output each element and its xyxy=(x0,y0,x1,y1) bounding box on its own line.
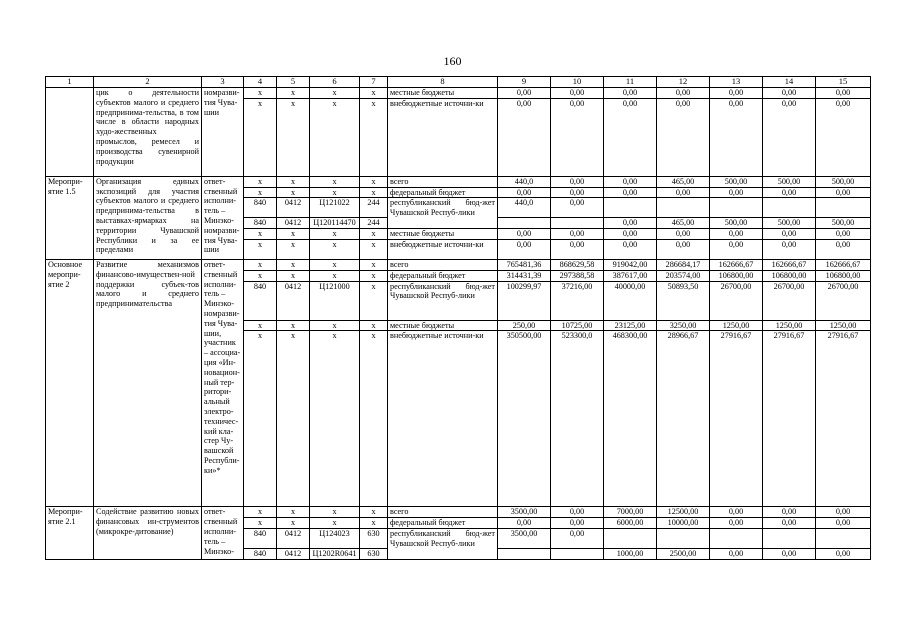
value-cell: 0,00 xyxy=(498,187,551,198)
target-code: Ц1202R0641 xyxy=(310,548,360,559)
target-code: Ц121000 xyxy=(310,281,360,320)
expense-code: x xyxy=(360,331,388,507)
value-cell: 0,00 xyxy=(551,187,604,198)
section-code: 0412 xyxy=(277,548,310,559)
section-code: x xyxy=(277,331,310,507)
source-label: республиканский бюд-жет Чувашской Респуб-лики xyxy=(388,198,498,229)
source-label: республиканский бюд-жет Чувашской Респуб-лики xyxy=(388,528,498,559)
value-cell: 523300,0 xyxy=(551,331,604,507)
value-cell: 500,00 xyxy=(763,176,816,187)
target-code: x xyxy=(310,88,360,99)
value-cell: 0,00 xyxy=(816,239,871,259)
header-cell: 14 xyxy=(763,77,816,88)
value-cell: 0,00 xyxy=(763,548,816,559)
value-cell xyxy=(551,218,604,229)
section-code: x xyxy=(277,259,310,270)
header-cell: 10 xyxy=(551,77,604,88)
expense-code: x xyxy=(360,176,388,187)
value-cell: 0,00 xyxy=(498,88,551,99)
value-cell: 0,00 xyxy=(604,88,657,99)
value-cell: 0,00 xyxy=(657,98,710,176)
grbs-code: 840 xyxy=(244,281,277,320)
value-cell: 314431,39 xyxy=(498,270,551,281)
event-name: цик о деятельности субъектов малого и среднего предпринима-тельства, в том числе в области народных худо-жественных промыслов, ремесел и производства сувенирной продукции xyxy=(94,88,202,177)
section-code: x xyxy=(277,88,310,99)
value-cell xyxy=(816,198,871,218)
target-code: Ц120114470 xyxy=(310,218,360,229)
header-cell: 15 xyxy=(816,77,871,88)
value-cell: 0,00 xyxy=(551,507,604,518)
header-cell: 4 xyxy=(244,77,277,88)
source-label: всего xyxy=(388,259,498,270)
target-code: x xyxy=(310,239,360,259)
expense-code: x xyxy=(360,239,388,259)
expense-code: 630 xyxy=(360,528,388,548)
header-cell: 8 xyxy=(388,77,498,88)
source-label: внебюджетные источни-ки xyxy=(388,98,498,176)
value-cell: 50893,50 xyxy=(657,281,710,320)
value-cell: 0,00 xyxy=(763,88,816,99)
value-cell: 3500,00 xyxy=(498,507,551,518)
source-label: республиканский бюд-жет Чувашской Респуб-лики xyxy=(388,281,498,320)
value-cell: 0,00 xyxy=(816,187,871,198)
value-cell: 440,0 xyxy=(498,176,551,187)
value-cell: 387617,00 xyxy=(604,270,657,281)
source-label: местные бюджеты xyxy=(388,88,498,99)
section-code: x xyxy=(277,320,310,331)
source-label: всего xyxy=(388,507,498,518)
expense-code: x xyxy=(360,98,388,176)
value-cell: 0,00 xyxy=(604,218,657,229)
value-cell: 23125,00 xyxy=(604,320,657,331)
event-label: Меропри-ятие 1.5 xyxy=(46,176,94,259)
value-cell: 12500,00 xyxy=(657,507,710,518)
header-cell: 13 xyxy=(710,77,763,88)
value-cell: 37216,00 xyxy=(551,281,604,320)
target-code: x xyxy=(310,331,360,507)
value-cell xyxy=(498,218,551,229)
value-cell xyxy=(657,198,710,218)
value-cell: 27916,67 xyxy=(816,331,871,507)
target-code: x xyxy=(310,270,360,281)
value-cell xyxy=(604,198,657,218)
value-cell: 0,00 xyxy=(710,88,763,99)
value-cell: 0,00 xyxy=(657,229,710,240)
value-cell: 0,00 xyxy=(498,229,551,240)
header-cell: 2 xyxy=(94,77,202,88)
value-cell: 3500,00 xyxy=(498,528,551,548)
value-cell: 0,00 xyxy=(710,187,763,198)
target-code: x xyxy=(310,98,360,176)
responsible-cell: ответ-ственный исполни-тель – Минэко-номразви-тия Чува-шии, участник – ассоциа-ция «Ин-новацион-ный тер-ритори-альный электро-техничес-кий кла-стер Чу-вашской Республи-ки»* xyxy=(202,259,244,506)
value-cell: 765481,36 xyxy=(498,259,551,270)
value-cell: 0,00 xyxy=(816,98,871,176)
value-cell: 0,00 xyxy=(657,88,710,99)
value-cell: 0,00 xyxy=(498,518,551,529)
expense-code: x xyxy=(360,518,388,529)
value-cell: 0,00 xyxy=(763,229,816,240)
table-row xyxy=(46,259,871,270)
value-cell: 1000,00 xyxy=(604,548,657,559)
value-cell: 0,00 xyxy=(816,518,871,529)
value-cell: 0,00 xyxy=(657,187,710,198)
value-cell: 0,00 xyxy=(710,98,763,176)
value-cell: 0,00 xyxy=(710,507,763,518)
budget-table xyxy=(45,76,871,560)
value-cell: 2500,00 xyxy=(657,548,710,559)
expense-code: x xyxy=(360,259,388,270)
value-cell: 0,00 xyxy=(551,239,604,259)
grbs-code: x xyxy=(244,98,277,176)
value-cell: 0,00 xyxy=(551,198,604,218)
expense-code: x xyxy=(360,88,388,99)
event-name: Содействие развитию новых финансовых ин-струментов (микрокре-дитование) xyxy=(94,507,202,559)
value-cell xyxy=(604,528,657,548)
header-cell: 7 xyxy=(360,77,388,88)
source-label: местные бюджеты xyxy=(388,229,498,240)
value-cell: 1250,00 xyxy=(816,320,871,331)
value-cell: 0,00 xyxy=(604,98,657,176)
value-cell: 0,00 xyxy=(763,98,816,176)
value-cell: 0,00 xyxy=(816,88,871,99)
value-cell: 0,00 xyxy=(551,528,604,548)
event-name: Организация единых экспозиций для участия субъектов малого и среднего предпринима-тельства в выставках-ярмарках на территории Чувашской Республики и за ее пределами xyxy=(94,176,202,259)
grbs-code: x xyxy=(244,239,277,259)
event-label: Основное меропри-ятие 2 xyxy=(46,259,94,506)
grbs-code: x xyxy=(244,320,277,331)
value-cell: 0,00 xyxy=(551,98,604,176)
grbs-code: x xyxy=(244,331,277,507)
value-cell: 0,00 xyxy=(551,88,604,99)
value-cell: 0,00 xyxy=(551,229,604,240)
value-cell: 465,00 xyxy=(657,218,710,229)
value-cell: 0,00 xyxy=(604,229,657,240)
value-cell xyxy=(657,528,710,548)
grbs-code: x xyxy=(244,176,277,187)
value-cell: 286684,17 xyxy=(657,259,710,270)
value-cell xyxy=(710,528,763,548)
value-cell: 350500,00 xyxy=(498,331,551,507)
section-code: x xyxy=(277,229,310,240)
expense-code: x xyxy=(360,270,388,281)
value-cell: 0,00 xyxy=(551,518,604,529)
header-cell: 5 xyxy=(277,77,310,88)
value-cell: 919042,00 xyxy=(604,259,657,270)
value-cell: 162666,67 xyxy=(816,259,871,270)
section-code: 0412 xyxy=(277,218,310,229)
value-cell: 500,00 xyxy=(710,176,763,187)
table-row xyxy=(46,88,871,99)
value-cell: 106800,00 xyxy=(710,270,763,281)
source-label: внебюджетные источни-ки xyxy=(388,239,498,259)
source-label: местные бюджеты xyxy=(388,320,498,331)
value-cell: 27916,67 xyxy=(763,331,816,507)
event-label: Меропри-ятие 2.1 xyxy=(46,507,94,559)
source-label: федеральный бюджет xyxy=(388,270,498,281)
value-cell: 0,00 xyxy=(816,229,871,240)
value-cell: 0,00 xyxy=(498,239,551,259)
value-cell: 0,00 xyxy=(604,187,657,198)
grbs-code: 840 xyxy=(244,528,277,548)
grbs-code: x xyxy=(244,270,277,281)
value-cell: 106800,00 xyxy=(816,270,871,281)
expense-code: x xyxy=(360,281,388,320)
value-cell: 10000,00 xyxy=(657,518,710,529)
value-cell: 0,00 xyxy=(710,548,763,559)
expense-code: 630 xyxy=(360,548,388,559)
value-cell: 0,00 xyxy=(763,507,816,518)
value-cell: 500,00 xyxy=(816,218,871,229)
value-cell xyxy=(710,198,763,218)
value-cell xyxy=(763,528,816,548)
header-cell: 12 xyxy=(657,77,710,88)
section-code: x xyxy=(277,187,310,198)
expense-code: 244 xyxy=(360,198,388,218)
section-code: x xyxy=(277,518,310,529)
grbs-code: x xyxy=(244,518,277,529)
value-cell: 3250,00 xyxy=(657,320,710,331)
grbs-code: x xyxy=(244,259,277,270)
value-cell: 162666,67 xyxy=(763,259,816,270)
target-code: x xyxy=(310,320,360,331)
section-code: 0412 xyxy=(277,198,310,218)
value-cell: 468300,00 xyxy=(604,331,657,507)
value-cell: 0,00 xyxy=(498,98,551,176)
header-cell: 1 xyxy=(46,77,94,88)
value-cell: 40000,00 xyxy=(604,281,657,320)
grbs-code: x xyxy=(244,88,277,99)
value-cell: 465,00 xyxy=(657,176,710,187)
section-code: x xyxy=(277,98,310,176)
value-cell: 106800,00 xyxy=(763,270,816,281)
value-cell: 28966,67 xyxy=(657,331,710,507)
value-cell: 1250,00 xyxy=(763,320,816,331)
value-cell: 0,00 xyxy=(816,507,871,518)
value-cell: 27916,67 xyxy=(710,331,763,507)
grbs-code: x xyxy=(244,507,277,518)
value-cell: 26700,00 xyxy=(710,281,763,320)
value-cell: 0,00 xyxy=(604,239,657,259)
value-cell: 0,00 xyxy=(657,239,710,259)
value-cell: 10725,00 xyxy=(551,320,604,331)
source-label: федеральный бюджет xyxy=(388,187,498,198)
value-cell: 6000,00 xyxy=(604,518,657,529)
value-cell: 26700,00 xyxy=(763,281,816,320)
page-number: 160 xyxy=(443,54,462,68)
value-cell: 868629,58 xyxy=(551,259,604,270)
source-label: всего xyxy=(388,176,498,187)
target-code: x xyxy=(310,176,360,187)
grbs-code: 840 xyxy=(244,218,277,229)
event-name: Развитие механизмов финансово-имуществен-ной поддержки субъек-тов малого и среднего предпринимательства xyxy=(94,259,202,506)
responsible-cell: ответ-ственный исполни-тель – Минэко- xyxy=(202,507,244,559)
section-code: 0412 xyxy=(277,528,310,548)
header-cell: 9 xyxy=(498,77,551,88)
target-code: x xyxy=(310,518,360,529)
value-cell: 500,00 xyxy=(816,176,871,187)
expense-code: x xyxy=(360,507,388,518)
value-cell: 0,00 xyxy=(763,239,816,259)
value-cell: 1250,00 xyxy=(710,320,763,331)
value-cell: 100299,97 xyxy=(498,281,551,320)
table-row xyxy=(46,176,871,187)
value-cell: 250,00 xyxy=(498,320,551,331)
responsible-cell: ответ-ственный исполни-тель – Минэко-номразви-тия Чува-шии xyxy=(202,176,244,259)
value-cell: 440,0 xyxy=(498,198,551,218)
target-code: x xyxy=(310,187,360,198)
table-row xyxy=(46,507,871,518)
source-label: внебюджетные источни-ки xyxy=(388,331,498,507)
value-cell: 0,00 xyxy=(551,176,604,187)
value-cell: 7000,00 xyxy=(604,507,657,518)
value-cell xyxy=(498,548,551,559)
grbs-code: x xyxy=(244,187,277,198)
expense-code: 244 xyxy=(360,218,388,229)
value-cell: 297388,58 xyxy=(551,270,604,281)
section-code: x xyxy=(277,239,310,259)
value-cell: 0,00 xyxy=(604,176,657,187)
header-cell: 6 xyxy=(310,77,360,88)
value-cell: 0,00 xyxy=(763,187,816,198)
value-cell: 500,00 xyxy=(710,218,763,229)
header-cell: 11 xyxy=(604,77,657,88)
section-code: x xyxy=(277,270,310,281)
target-code: x xyxy=(310,507,360,518)
value-cell: 0,00 xyxy=(763,518,816,529)
event-cell xyxy=(46,88,94,177)
value-cell xyxy=(551,548,604,559)
grbs-code: x xyxy=(244,229,277,240)
value-cell xyxy=(816,528,871,548)
section-code: x xyxy=(277,507,310,518)
source-label: федеральный бюджет xyxy=(388,518,498,529)
target-code: Ц124023 xyxy=(310,528,360,548)
value-cell: 203574,00 xyxy=(657,270,710,281)
value-cell: 0,00 xyxy=(710,518,763,529)
value-cell xyxy=(763,198,816,218)
value-cell: 0,00 xyxy=(710,239,763,259)
value-cell: 0,00 xyxy=(710,229,763,240)
value-cell: 500,00 xyxy=(763,218,816,229)
value-cell: 0,00 xyxy=(816,548,871,559)
grbs-code: 840 xyxy=(244,198,277,218)
target-code: Ц121022 xyxy=(310,198,360,218)
value-cell: 162666,67 xyxy=(710,259,763,270)
target-code: x xyxy=(310,229,360,240)
header-row xyxy=(46,77,871,88)
grbs-code: 840 xyxy=(244,548,277,559)
value-cell: 26700,00 xyxy=(816,281,871,320)
expense-code: x xyxy=(360,320,388,331)
responsible-cell: номразви-тия Чува-шии xyxy=(202,88,244,177)
target-code: x xyxy=(310,259,360,270)
header-cell: 3 xyxy=(202,77,244,88)
section-code: x xyxy=(277,176,310,187)
expense-code: x xyxy=(360,229,388,240)
expense-code: x xyxy=(360,187,388,198)
section-code: 0412 xyxy=(277,281,310,320)
